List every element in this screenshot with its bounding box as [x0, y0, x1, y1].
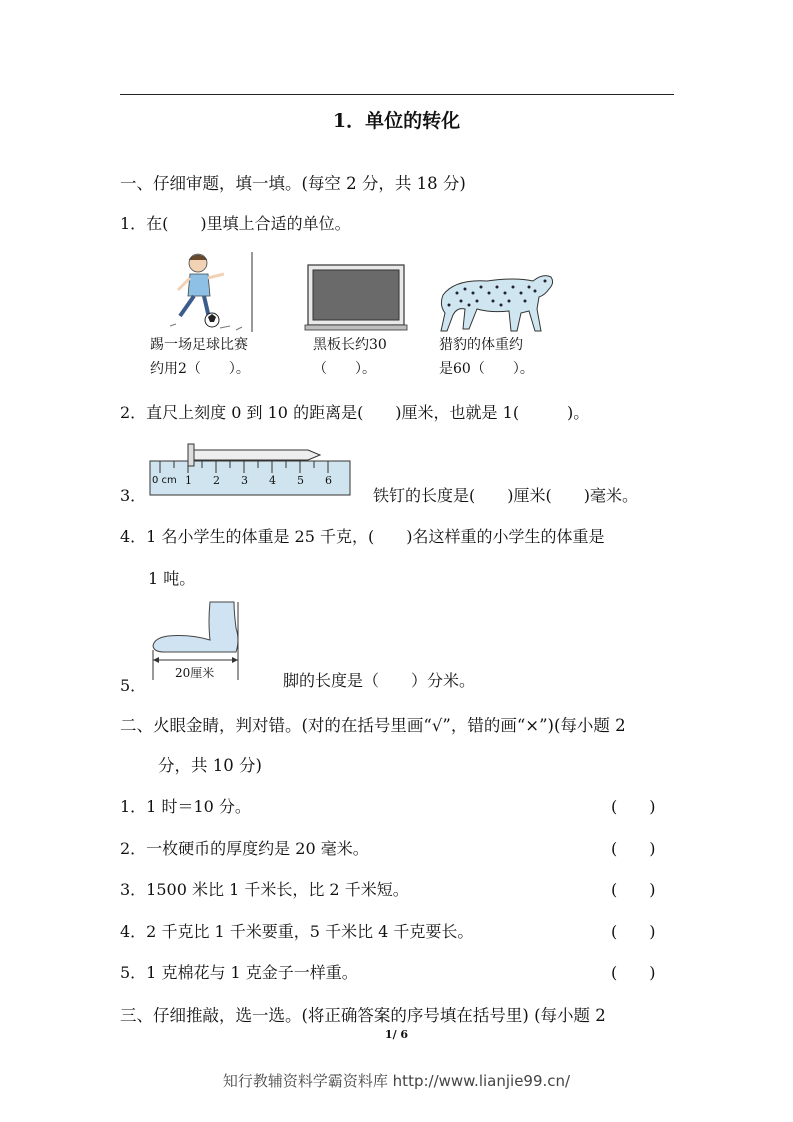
question-3-text: 铁钉的长度是( )厘米( )毫米。 [373, 486, 638, 505]
caption-soccer-line1: 踢一场足球比赛 [150, 337, 248, 353]
question-1: 1．在( )里填上合适的单位。 [120, 214, 351, 233]
section2-heading-line1: 二、火眼金睛，判对错。(对的在括号里画“√”，错的画“×”)(每小题 2 [120, 716, 626, 735]
caption-cheetah-line2: 是60（ ）。 [439, 361, 534, 377]
blackboard-illustration [305, 263, 409, 333]
page-title: 1．单位的转化 [332, 110, 461, 132]
judge-answer-box-2[interactable]: ( ) [611, 839, 656, 858]
judge-item-5: 5．1 克棉花与 1 克金子一样重。 [120, 963, 358, 982]
section2-heading-line2: 分，共 10 分) [158, 756, 262, 775]
ruler-unit-label: 0 cm [152, 475, 177, 486]
ruler-tick-4: 4 [269, 474, 276, 487]
question-5-number: 5． [120, 676, 147, 695]
page-number: 1/ 6 [384, 1028, 409, 1041]
question-5-text: 脚的长度是（ ）分米。 [283, 671, 476, 690]
judge-item-1: 1．1 时＝10 分。 [120, 797, 251, 816]
caption-blackboard-line1: 黑板长约30 [313, 337, 387, 353]
ruler-tick-2: 2 [213, 474, 220, 487]
question-3-number: 3． [120, 486, 147, 505]
top-rule [120, 94, 674, 95]
footer-watermark: 知行教辅资料学霸资料库 http://www.lianjie99.cn/ [222, 1072, 571, 1090]
ruler-with-nail-illustration [148, 436, 358, 498]
judge-item-2: 2．一枚硬币的厚度约是 20 毫米。 [120, 839, 369, 858]
section1-heading: 一、仔细审题，填一填。(每空 2 分，共 18 分) [120, 174, 466, 193]
ruler-tick-3: 3 [241, 474, 248, 487]
section3-heading: 三、仔细推敲，选一选。(将正确答案的序号填在括号里) (每小题 2 [120, 1006, 606, 1025]
caption-blackboard-line2: （ ）。 [313, 361, 376, 377]
ruler-tick-5: 5 [297, 474, 304, 487]
judge-answer-box-1[interactable]: ( ) [611, 797, 656, 816]
caption-soccer-line2: 约用2（ ）。 [150, 361, 250, 377]
cheetah-illustration [435, 265, 560, 337]
judge-answer-box-3[interactable]: ( ) [611, 880, 656, 899]
caption-cheetah-line1: 猎豹的体重约 [439, 337, 523, 353]
question-4-line2: 1 吨。 [148, 569, 196, 588]
question-2: 2．直尺上刻度 0 到 10 的距离是( )厘米，也就是 1( )。 [120, 403, 590, 422]
judge-item-4: 4．2 千克比 1 千米要重，5 千米比 4 千克要长。 [120, 922, 474, 941]
question-4-line1: 4．1 名小学生的体重是 25 千克，( )名这样重的小学生的体重是 [120, 527, 605, 546]
judge-answer-box-4[interactable]: ( ) [611, 922, 656, 941]
ruler-tick-6: 6 [325, 474, 332, 487]
judge-item-3: 3．1500 米比 1 千米长，比 2 千米短。 [120, 880, 409, 899]
ruler-tick-1: 1 [185, 474, 192, 487]
judge-answer-box-5[interactable]: ( ) [611, 963, 656, 982]
foot-length-label: 20厘米 [175, 666, 215, 680]
soccer-boy-illustration [150, 250, 260, 335]
